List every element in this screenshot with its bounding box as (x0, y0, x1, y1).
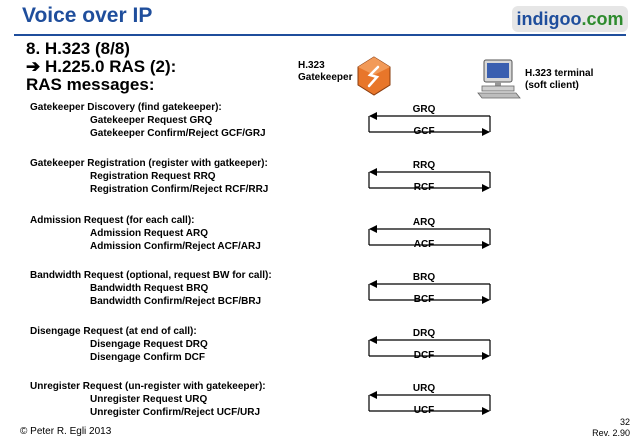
group-response-text: Unregister Confirm/Reject UCF/URJ (90, 407, 261, 418)
request-label: URQ (412, 383, 436, 394)
section-title (26, 40, 176, 94)
group-response-text: Registration Confirm/Reject RCF/RRJ (90, 184, 269, 195)
terminal-label (525, 68, 593, 92)
ras-group (30, 380, 266, 419)
page-number: 32 (619, 417, 630, 427)
gatekeeper-icon (356, 55, 392, 97)
revision: Rev. 2.90 (592, 428, 630, 438)
ras-group (30, 269, 272, 308)
group-heading: Disengage Request (at end of call): (30, 326, 197, 337)
group-request-text: Registration Request RRQ (90, 171, 216, 182)
request-label: GRQ (412, 104, 436, 115)
ras-group (30, 325, 208, 364)
ras-group (30, 157, 268, 196)
group-response-text: Bandwidth Confirm/Reject BCF/BRJ (90, 296, 262, 307)
request-label: DRQ (412, 328, 436, 339)
response-label: ACF (413, 239, 435, 250)
group-response-text: Admission Confirm/Reject ACF/ARJ (90, 241, 261, 252)
section-caption: RAS messages: (26, 75, 155, 94)
section-subheading: ➔ H.225.0 RAS (2): (26, 57, 177, 76)
gatekeeper-label-line2: Gatekeeper (298, 72, 353, 83)
group-response-text: Disengage Confirm DCF (90, 352, 206, 363)
section-heading: 8. H.323 (8/8) (26, 39, 130, 58)
response-label: DCF (413, 350, 435, 361)
response-label: BCF (413, 294, 435, 305)
response-label: UCF (413, 405, 435, 416)
group-request-text: Disengage Request DRQ (90, 339, 208, 350)
group-request-text: Gatekeeper Request GRQ (90, 115, 213, 126)
response-label: RCF (413, 182, 435, 193)
title-divider (14, 34, 626, 36)
gatekeeper-label (298, 60, 352, 84)
request-label: BRQ (412, 272, 436, 283)
group-request-text: Bandwidth Request BRQ (90, 283, 209, 294)
ras-group (30, 101, 266, 140)
brand-logo (512, 6, 628, 32)
gatekeeper-label-line1: H.323 (298, 60, 325, 71)
ras-group (30, 214, 261, 253)
response-label: GCF (413, 126, 435, 137)
group-heading: Unregister Request (un-register with gatekeeper): (30, 381, 266, 392)
terminal-label-line2: (soft client) (525, 80, 579, 91)
group-heading: Gatekeeper Discovery (find gatekeeper): (30, 102, 222, 113)
copyright-notice: © Peter R. Egli 2013 (20, 426, 112, 437)
request-label: ARQ (412, 217, 436, 228)
brand-domain: .com (581, 9, 624, 29)
group-heading: Bandwidth Request (optional, request BW for call): (30, 270, 272, 281)
request-label: RRQ (412, 160, 436, 171)
group-request-text: Unregister Request URQ (90, 394, 208, 405)
page-title: Voice over IP (22, 4, 153, 27)
terminal-label-line1: H.323 terminal (525, 68, 594, 79)
page-info (592, 417, 630, 439)
group-heading: Admission Request (for each call): (30, 215, 195, 226)
group-response-text: Gatekeeper Confirm/Reject GCF/GRJ (90, 128, 266, 139)
computer-icon (476, 58, 522, 100)
brand-name: indigoo (516, 9, 582, 29)
group-heading: Gatekeeper Registration (register with gatkeeper): (30, 158, 268, 169)
group-request-text: Admission Request ARQ (90, 228, 208, 239)
